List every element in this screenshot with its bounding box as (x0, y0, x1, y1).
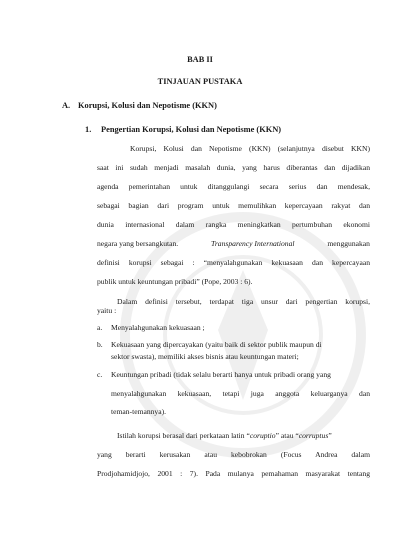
paragraph-line: yaitu : (97, 306, 117, 315)
list-item (97, 340, 370, 350)
paragraph-line: saat ini sudah menjadi masalah dunia, yang harus diberantas dan dijadikan (97, 163, 370, 172)
list-item-continued: menyalahgunakan kekuasaan, tetapi juga anggota keluarganya dan (111, 389, 370, 398)
list-label: b. (97, 340, 103, 349)
text-run: menggunakan (327, 239, 370, 248)
list-text: Keuntungan pribadi (tidak selalu berarti hanya untuk pribadi orang yang (111, 370, 331, 379)
subsection-title: Pengertian Korupsi, Kolusi dan Nepotisme (KKN) (101, 125, 282, 134)
section-title: Korupsi, Kolusi dan Nepotisme (KKN) (78, 101, 217, 110)
emphasis-text: Transparency International (211, 239, 295, 248)
list-label: a. (97, 323, 103, 332)
paragraph-line: publik untuk keuntungan pribadi” (Pope, 2003 : 6). (97, 277, 253, 286)
text-run: Istilah korupsi berasal dari perkataan latin “ (117, 431, 250, 440)
paragraph-line: Prodjohamidjojo, 2001 : 7). Pada mulanya pemahaman masyarakat tentang (97, 469, 370, 478)
paragraph-line: definisi korupsi sebagai : “menyalahgunakan kekuasaan dan kepercayaan (97, 258, 370, 267)
latin-term: corruptus (298, 431, 329, 440)
paragraph-line: yang berarti kerusakan atau kebobrokan (Focus Andrea dalam (97, 450, 370, 459)
text-run: ” atau “ (275, 431, 299, 440)
paragraph-line: agenda pemerintahan untuk ditanggulangi secara serius dan mendesak, (97, 182, 370, 191)
paragraph-line (117, 431, 332, 441)
list-label: c. (97, 370, 103, 379)
section-number: A. (62, 101, 71, 110)
text-run: negara yang bersangkutan. (97, 239, 179, 248)
section-heading (62, 101, 217, 110)
chapter-title: TINJAUAN PUSTAKA (157, 77, 243, 86)
subsection-number: 1. (85, 125, 92, 134)
paragraph-line (97, 239, 370, 249)
latin-term: coruptio (249, 431, 276, 440)
text-run: ” (328, 431, 332, 440)
paragraph-line: Korupsi, Kolusi dan Nepotisme (KKN) (selanjutnya disebut KKN) (130, 144, 370, 153)
list-text: Kekuasaan yang dipercayakan (yaitu baik di sektor publik maupun di (111, 340, 322, 349)
list-item (97, 370, 370, 380)
subsection-heading (85, 125, 281, 134)
chapter-number: BAB II (187, 55, 213, 64)
paragraph-line: dunia internasional dalam rangka meningkatkan pertumbuhan ekonomi (97, 220, 370, 229)
list-item-continued: sektor swasta), memiliki akses bisnis atau keuntungan materi; (111, 352, 299, 361)
paragraph-line: sebagai bagian dari program untuk memulihkan kepercayaan rakyat dan (97, 201, 370, 210)
paragraph-line: Dalam definisi tersebut, terdapat tiga unsur dari pengertian korupsi, (117, 297, 370, 306)
list-item (97, 323, 205, 333)
list-text: Menyalahgunakan kekuasaan ; (111, 323, 205, 332)
list-item-continued: teman-temannya). (111, 407, 167, 416)
